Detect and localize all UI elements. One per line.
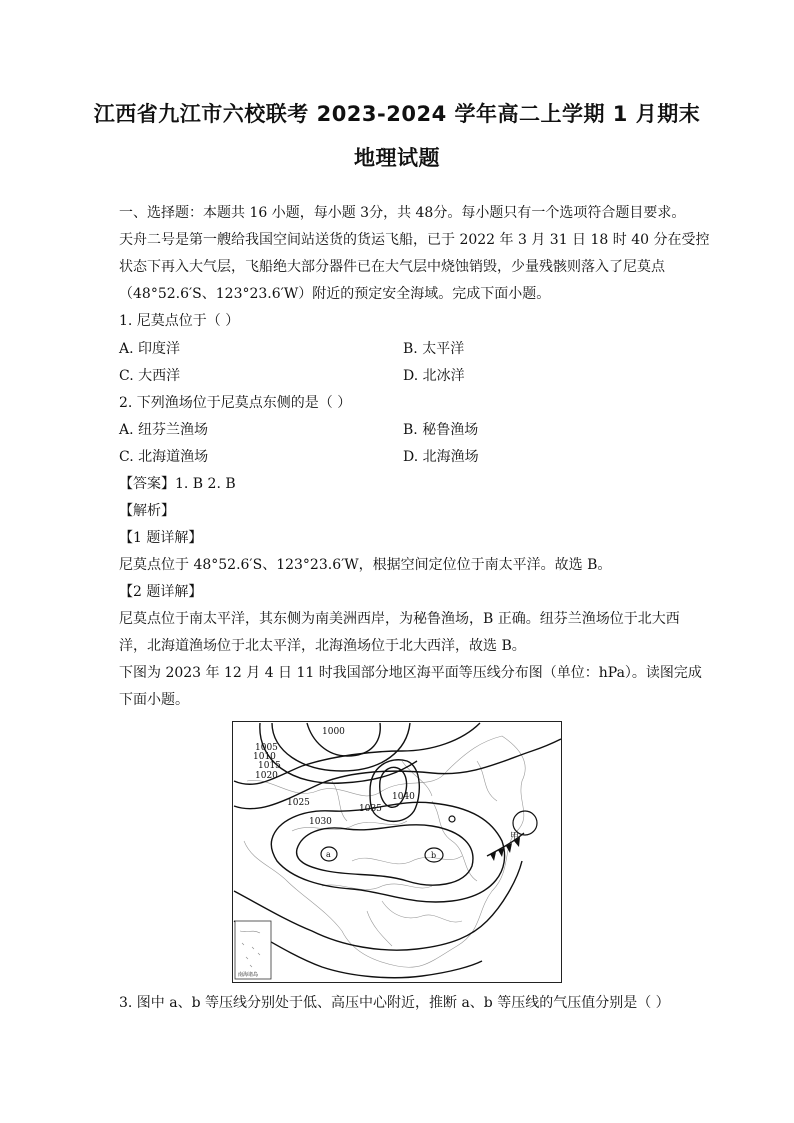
isobar-map-figure [232,721,562,983]
isobar-label: 1025 [287,798,310,808]
section-heading: 一、选择题：本题共 16 小题，每小题 3分，共 48分。每小题只有一个选项符合题目要求。 [119,205,686,221]
passage1-line: 状态下再入大气层，飞船绝大部分器件已在大气层中烧蚀销毁，少量残骸则落入了尼莫点 [119,259,665,275]
isobar-label: 1005 [255,743,278,753]
isobar-label: 1040 [392,792,415,802]
title-line-2: 地理试题 [354,146,440,170]
passage1-line: （48°52.6′S、123°23.6′W）附近的预定安全海域。完成下面小题。 [119,286,551,302]
question-1-stem: 1. 尼莫点位于（ ） [119,313,240,329]
q1-option-c: C. 大西洋 [119,368,181,384]
passage2-line: 下图为 2023 年 12 月 4 日 11 时我国部分地区海平面等压线分布图（单位：hPa）。读图完成 [119,665,702,681]
question-2-stem: 2. 下列渔场位于尼莫点东侧的是（ ） [119,395,352,411]
isobar-label: 1015 [258,761,281,771]
isobar-label: 1020 [255,771,278,781]
isobar-label: 1035 [359,804,382,814]
isobar-label: 1030 [309,817,332,827]
isobar-label: 1010 [253,752,276,762]
q2-option-a: A. 纽芬兰渔场 [119,422,209,438]
q2-option-d: D. 北海渔场 [403,449,479,465]
title-line-1: 江西省九江市六校联考 2023-2024 学年高二上学期 1 月期末 [93,102,701,126]
detail-2-heading: 【2 题详解】 [119,584,203,600]
q2-option-c: C. 北海道渔场 [119,449,209,465]
q1-option-b: B. 太平洋 [403,341,465,357]
q2-option-b: B. 秘鲁渔场 [403,422,479,438]
isobar-label: 1000 [322,727,345,737]
q1-option-a: A. 印度洋 [119,341,181,357]
passage1-line: 天舟二号是第一艘给我国空间站送货的货运飞船，已于 2022 年 3 月 31 日 18 时 40 分在受控 [119,232,710,248]
detail-2-text: 洋，北海道渔场位于北太平洋，北海渔场位于北大西洋，故选 B。 [119,638,526,654]
detail-1-text: 尼莫点位于 48°52.6′S、123°23.6′W，根据空间定位位于南太平洋。故选 B。 [119,557,612,573]
detail-1-heading: 【1 题详解】 [119,530,203,546]
answer-line: 【答案】1. B 2. B [119,476,236,492]
inset-label: 南海诸岛 [238,972,259,978]
q1-option-d: D. 北冰洋 [403,368,465,384]
point-label-a: a [326,850,331,859]
question-3-stem: 3. 图中 a、b 等压线分别处于低、高压中心附近，推断 a、b 等压线的气压值分别是（ ） [119,995,670,1011]
detail-2-text: 尼莫点位于南太平洋，其东侧为南美洲西岸，为秘鲁渔场，B 正确。纽芬兰渔场位于北大西 [119,611,680,627]
passage2-line: 下面小题。 [119,692,189,708]
south-china-sea-inset [235,921,271,979]
point-label-b: b [431,851,437,860]
analysis-heading: 【解析】 [119,503,175,519]
point-label-jia: 甲 [510,832,520,842]
